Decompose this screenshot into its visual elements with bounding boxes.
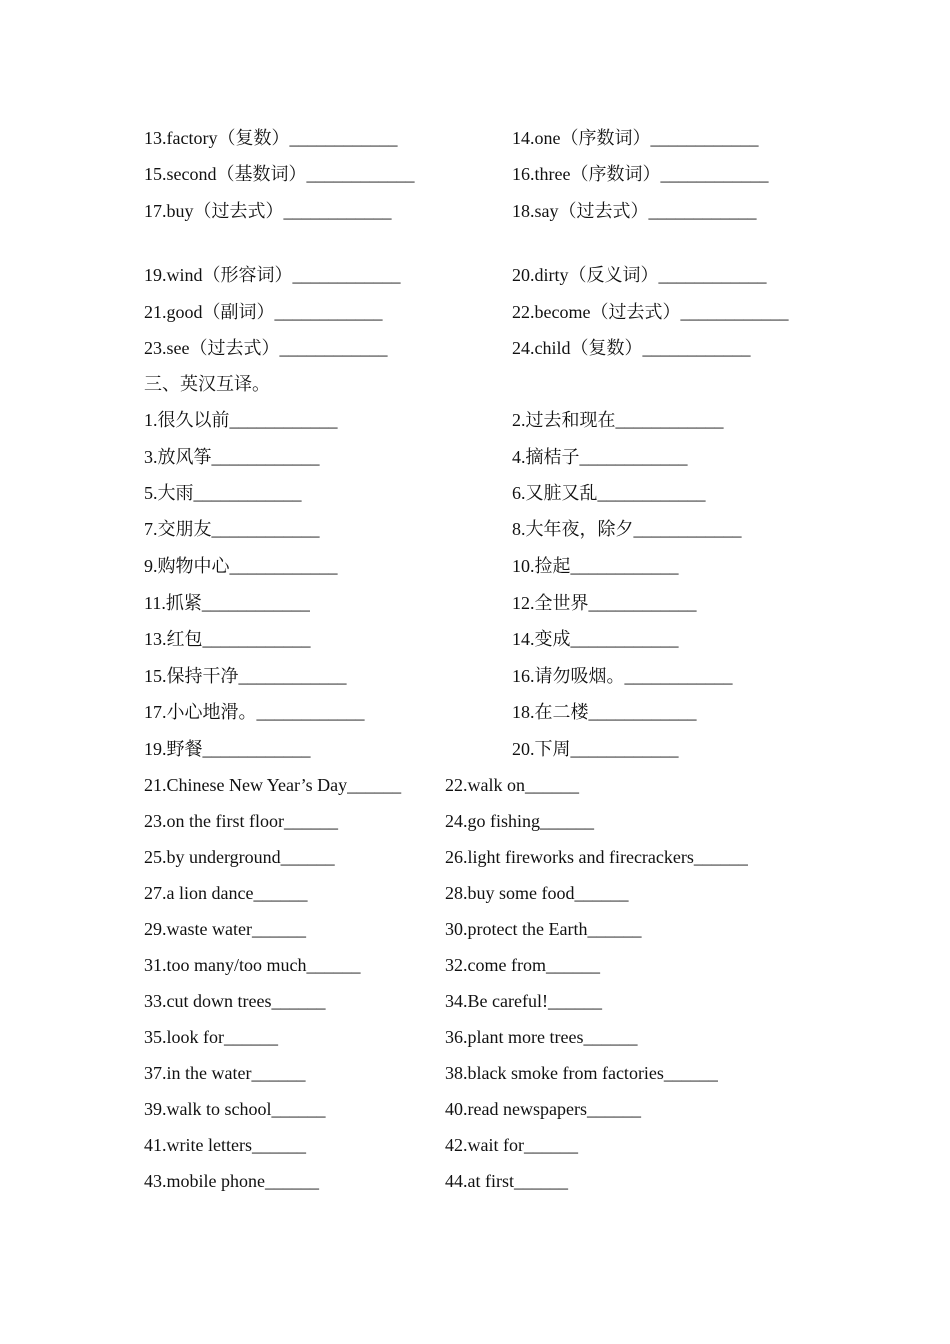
- exercise-item: 19.野餐____________: [144, 739, 311, 759]
- exercise-row: [0, 916, 950, 942]
- exercise-row: [0, 1060, 950, 1086]
- exercise-item: 31.too many/too much______: [144, 955, 361, 975]
- exercise-item: 27.a lion dance______: [144, 883, 308, 903]
- exercise-item: 36.plant more trees______: [445, 1027, 638, 1047]
- exercise-row: [0, 125, 950, 151]
- exercise-item: 6.又脏又乱____________: [512, 483, 706, 503]
- exercise-item: 14.one（序数词）____________: [512, 128, 759, 148]
- exercise-item: 16.three（序数词）____________: [512, 164, 769, 184]
- exercise-item: 39.walk to school______: [144, 1099, 326, 1119]
- exercise-row: [0, 1096, 950, 1122]
- exercise-item: 15.second（基数词）____________: [144, 164, 415, 184]
- exercise-row: [0, 480, 950, 506]
- exercise-row: [0, 844, 950, 870]
- exercise-item: 7.交朋友____________: [144, 519, 320, 539]
- exercise-item: 18.say（过去式）____________: [512, 201, 757, 221]
- exercise-row: [0, 198, 950, 224]
- exercise-item: 20.下周____________: [512, 739, 679, 759]
- exercise-item: 32.come from______: [445, 955, 600, 975]
- exercise-item: 35.look for______: [144, 1027, 278, 1047]
- exercise-item: 14.变成____________: [512, 629, 679, 649]
- exercise-item: 23.see（过去式）____________: [144, 338, 388, 358]
- exercise-item: 8.大年夜，除夕____________: [512, 519, 742, 539]
- exercise-item: 9.购物中心____________: [144, 556, 338, 576]
- exercise-item: 17.buy（过去式）____________: [144, 201, 392, 221]
- exercise-row: [0, 626, 950, 652]
- exercise-row: [0, 772, 950, 798]
- exercise-item: 43.mobile phone______: [144, 1171, 319, 1191]
- exercise-row: [0, 1024, 950, 1050]
- exercise-row: [0, 553, 950, 579]
- exercise-row: [0, 1132, 950, 1158]
- exercise-item: 1.很久以前____________: [144, 410, 338, 430]
- exercise-item: 30.protect the Earth______: [445, 919, 642, 939]
- exercise-row: [0, 444, 950, 470]
- exercise-item: 40.read newspapers______: [445, 1099, 641, 1119]
- exercise-item: 33.cut down trees______: [144, 991, 326, 1011]
- exercise-row: [0, 161, 950, 187]
- exercise-row: [0, 880, 950, 906]
- exercise-item: 12.全世界____________: [512, 593, 697, 613]
- exercise-row: [0, 952, 950, 978]
- exercise-item: 44.at first______: [445, 1171, 568, 1191]
- exercise-item: 29.waste water______: [144, 919, 306, 939]
- exercise-row: [0, 808, 950, 834]
- exercise-item: 5.大雨____________: [144, 483, 302, 503]
- exercise-item: 25.by underground______: [144, 847, 335, 867]
- exercise-row: [0, 663, 950, 689]
- exercise-item: 17.小心地滑。____________: [144, 702, 365, 722]
- exercise-item: 4.摘桔子____________: [512, 447, 688, 467]
- exercise-row: [0, 407, 950, 433]
- exercise-item: 2.过去和现在____________: [512, 410, 724, 430]
- exercise-row: [0, 262, 950, 288]
- exercise-item: 38.black smoke from factories______: [445, 1063, 718, 1083]
- exercise-item: 11.抓紧____________: [144, 593, 310, 613]
- exercise-item: 19.wind（形容词）____________: [144, 265, 401, 285]
- exercise-row: [0, 736, 950, 762]
- exercise-item: 16.请勿吸烟。____________: [512, 666, 733, 686]
- exercise-item: 22.walk on______: [445, 775, 579, 795]
- exercise-row: [0, 699, 950, 725]
- section-heading: 三、英汉互译。: [144, 374, 270, 394]
- exercise-item: 28.buy some food______: [445, 883, 629, 903]
- exercise-row: [0, 516, 950, 542]
- exercise-item: 10.捡起____________: [512, 556, 679, 576]
- exercise-item: 13.红包____________: [144, 629, 311, 649]
- exercise-row: [0, 335, 950, 361]
- exercise-row: [0, 590, 950, 616]
- exercise-item: 24.go fishing______: [445, 811, 595, 831]
- exercise-item: 23.on the first floor______: [144, 811, 338, 831]
- exercise-item: 24.child（复数）____________: [512, 338, 751, 358]
- exercise-item: 37.in the water______: [144, 1063, 306, 1083]
- exercise-row: [0, 299, 950, 325]
- exercise-item: 20.dirty（反义词）____________: [512, 265, 767, 285]
- exercise-item: 15.保持干净____________: [144, 666, 347, 686]
- exercise-item: 3.放风筝____________: [144, 447, 320, 467]
- exercise-row: [0, 1168, 950, 1194]
- exercise-item: 18.在二楼____________: [512, 702, 697, 722]
- exercise-item: 34.Be careful!______: [445, 991, 602, 1011]
- exercise-item: 26.light fireworks and firecrackers______: [445, 847, 748, 867]
- exercise-item: 21.Chinese New Year’s Day______: [144, 775, 402, 795]
- exercise-item: 22.become（过去式）____________: [512, 302, 789, 322]
- exercise-item: 41.write letters______: [144, 1135, 306, 1155]
- exercise-row: [0, 988, 950, 1014]
- exercise-item: 42.wait for______: [445, 1135, 578, 1155]
- exercise-item: 13.factory（复数）____________: [144, 128, 398, 148]
- exercise-item: 21.good（副词）____________: [144, 302, 383, 322]
